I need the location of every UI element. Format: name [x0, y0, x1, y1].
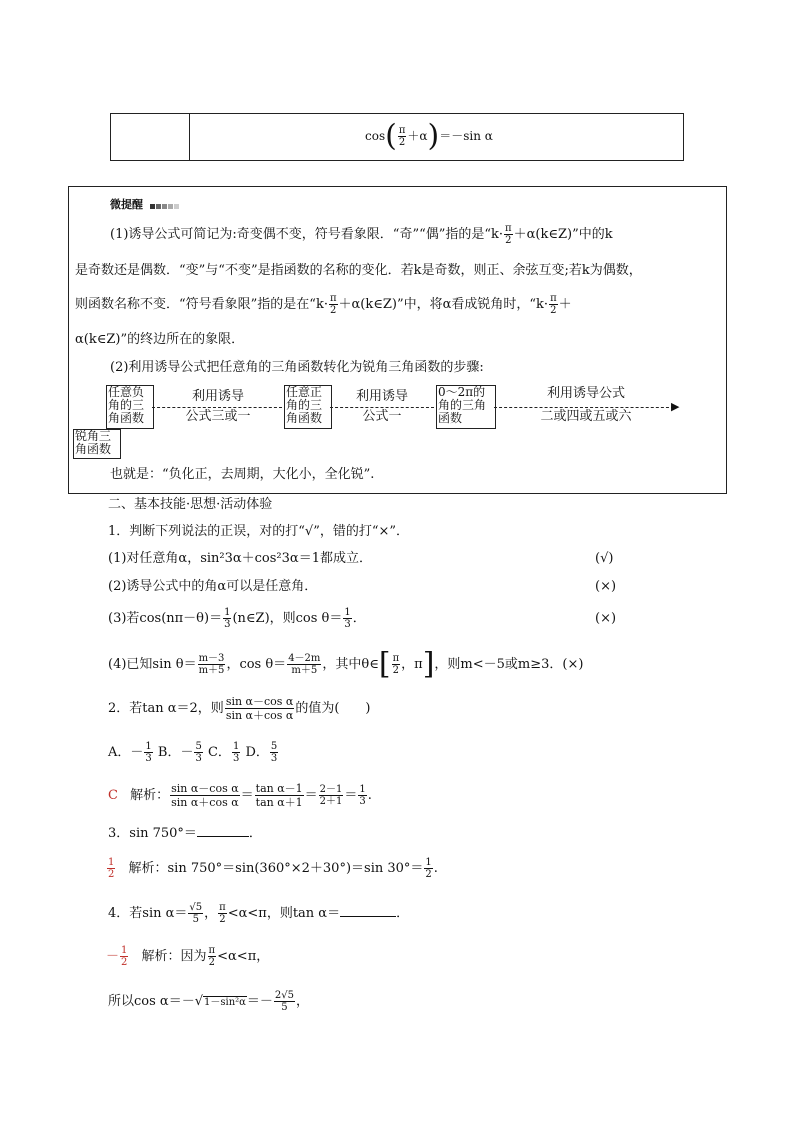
q1-stem: 1．判断下列说法的正误，对的打“√”，错的打“×”． [108, 524, 410, 539]
q2-solution: C 解析： $\frac{\text{sin α－cos α}}{\text{sin α＋cos α}}$ ＝ $\frac{\text{tan α－1}}{\text{tan α＋1}}$ ＝ $\frac{2-1}{2+1}$ ＝ $\frac{1}{3}$ . [108, 782, 372, 809]
flow-label-3a: 利用诱导公式 [546, 386, 625, 401]
tip-line3: 则函数名称不变．“符号看象限”指的是在“k· $\frac{\pi}{2}$ ＋α(k∈Z)”中，将α看成锐角时，“k· $\frac{\pi}{2}$ ＋ [75, 293, 572, 316]
flow-box-negative-angle: 任意负角的三角函数 [106, 385, 154, 429]
q4-solution-line2: 所以cos α＝－√1－sin²α＝－ $\frac{2√5}{5}$ ， [108, 990, 310, 1013]
section-heading: 二、基本技能·思想·活动体验 [108, 497, 273, 512]
q4: 4．若sin α＝ $\frac{√5}{5}$ ， $\frac{\pi}{2}$ <α<π，则tan α＝ ． [108, 902, 410, 925]
flow-label-1b: 公式三或一 [185, 409, 251, 424]
q2-options: A．－ $\frac{1}{3}$ B．－ $\frac{5}{3}$ C． $\frac{1}{3}$ D． $\frac{5}{3}$ [108, 741, 278, 764]
q1-3: (3)若cos(nπ－θ)＝ $\frac{1}{3}$ (n∈Z)，则cos θ＝ $\frac{1}{3}$ ． [108, 607, 366, 630]
q3-answer: $\frac{1}{2}$ [108, 857, 115, 880]
tip-line2: 是奇数还是偶数．“变”与“不变”是指函数的名称的变化．若k是奇数，则正、余弦互变;若k为偶数， [75, 263, 642, 278]
q1-1: (1)对任意角α，sin²3α＋cos²3α＝1都成立． [108, 551, 372, 566]
flow-label-1a: 利用诱导 [191, 389, 244, 404]
tip-title: 微提醒 [110, 196, 179, 212]
q1-3-answer: (×) [595, 611, 617, 626]
q3-solution: $\frac{1}{2}$ 解析：sin 750°＝sin(360°×2＋30°)＝sin 30°＝ $\frac{1}{2}$ . [108, 857, 438, 880]
flow-box-0-2pi: 0～2π的角的三角函数 [436, 385, 496, 429]
q2: 2．若tan α＝2，则 $\frac{\text{sin α－cos α}}{\text{sin α＋cos α}}$ 的值为( ) [108, 695, 371, 722]
flow-label-3b: 二或四或五或六 [540, 409, 632, 424]
table-divider [189, 113, 190, 160]
tip-line5: (2)利用诱导公式把任意角的三角函数转化为锐角三角函数的步骤: [110, 360, 484, 375]
flow-box-positive-angle: 任意正角的三角函数 [284, 385, 332, 429]
q4-solution: － $\frac{1}{2}$ 解析：因为 $\frac{\pi}{2}$ <α<π， [106, 945, 270, 968]
q1-2-answer: (×) [595, 579, 617, 594]
tip-summary: 也就是：“负化正，去周期，大化小，全化锐”. [110, 467, 375, 482]
flow-arrowhead: ▶ [671, 400, 680, 413]
q1-1-answer: (√) [595, 551, 614, 566]
flow-label-2a: 利用诱导 [355, 389, 408, 404]
q4-answer: － $\frac{1}{2}$ [106, 945, 128, 968]
flow-label-2b: 公式一 [362, 409, 402, 424]
tip-line4: α(k∈Z)”的终边所在的象限． [75, 332, 245, 347]
table-formula: cos( $\frac{\pi}{2}$ ＋α)＝－sin α [365, 118, 493, 154]
tip-dots [150, 199, 179, 212]
tip-line1: (1)诱导公式可简记为:奇变偶不变，符号看象限．“奇”“偶”指的是“k· $\frac{\pi}{2}$ ＋α(k∈Z)”中的k [110, 223, 613, 246]
flow-box-acute-angle: 锐角三角函数 [73, 429, 121, 459]
q1-2: (2)诱导公式中的角α可以是任意角． [108, 579, 318, 594]
q1-4: (4)已知sin θ＝ $\frac{m-3}{m+5}$ ，cos θ＝ $\frac{4-2m}{m+5}$ ，其中θ∈[ $\frac{\pi}{2}$ ，π]，则m<－5或m≥3．(×) [108, 646, 584, 682]
q3: 3．sin 750°＝ ． [108, 826, 262, 841]
